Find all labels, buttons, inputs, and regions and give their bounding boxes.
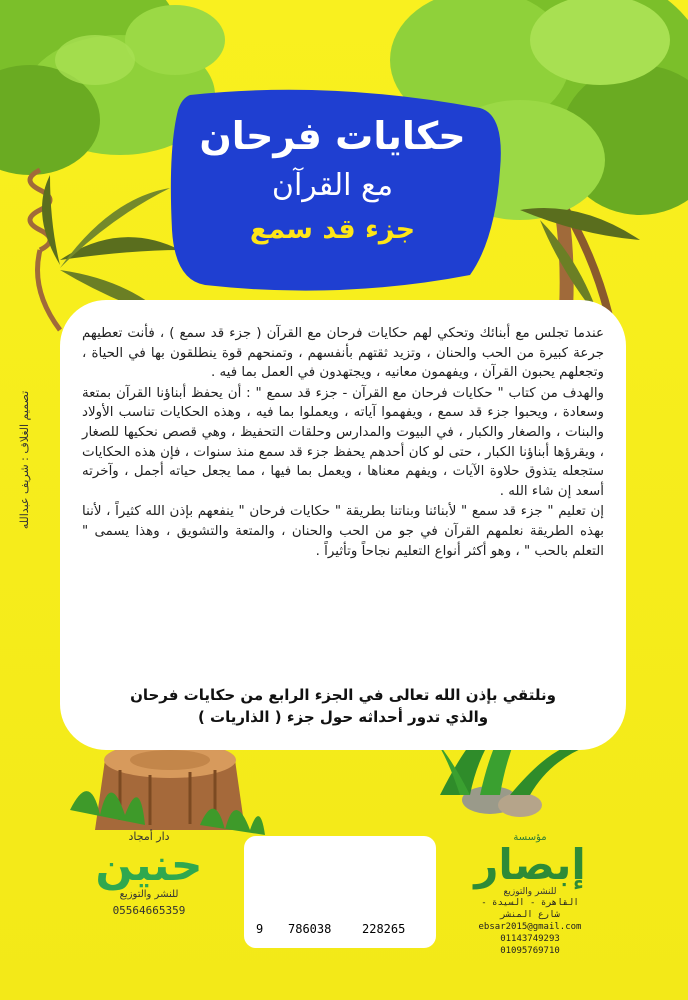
publisher-tagline: للنشر والتوزيع xyxy=(119,889,179,900)
publisher-name: حنين xyxy=(95,840,203,891)
publisher-phone: 05564665359 xyxy=(112,904,186,917)
publisher-prefix: دار أمجاد xyxy=(128,830,170,843)
title-block xyxy=(170,92,495,292)
isbn-barcode xyxy=(244,836,436,948)
left-palm xyxy=(42,175,180,320)
tree-stump xyxy=(70,742,265,835)
publisher-phone: 01143749293 xyxy=(500,934,560,944)
closing-line: والذي تدور أحداثه حول جزء ( الذاريات ) xyxy=(197,708,489,726)
isbn-digits: 786038 xyxy=(288,922,332,936)
publisher-logo-ebsar xyxy=(470,832,590,957)
publisher-tagline: للنشر والتوزيع xyxy=(503,887,557,897)
publisher-prefix: مؤسسة xyxy=(513,832,547,843)
book-subtitle: مع القرآن xyxy=(271,168,394,203)
publisher-name: إبصار xyxy=(474,840,586,889)
blurb-text xyxy=(82,324,604,562)
publisher-phone: 01095769710 xyxy=(500,946,560,956)
book-part: جزء قد سمع xyxy=(249,214,416,245)
isbn-digits: 228265 xyxy=(362,922,406,936)
book-title: حكايات فرحان xyxy=(199,114,466,158)
blurb-paragraph: إن تعليم " جزء قد سمع " لأبنائنا وبناتنا بطريقة " حكايات فرحان " ينفعهم بإذن الله كثيراً ، لأننا بهذه الطريقة نعلمهم القرآن في جو من الحب والحنان ، والمتعة والتشويق ، وهذا يسمى " التعلم بالحب " ، وهو أكثر أنواع التعليم نجاحاً وتأثيراً . xyxy=(82,504,604,559)
blurb-paragraph: عندما تجلس مع أبنائك وتحكي لهم حكايات فرحان مع القرآن ( جزء قد سمع ) ، فأنت تعطيهم جرعة كبيرة من الحب والحنان ، وتزيد ثقتهم بأنفسهم ، وتمنحهم قوة ينطلقون بها في الحياة ، وتجعلهم يحبون القرآن ، ويفهمون معانيه ، ويجتهدون في العمل بما فيه . xyxy=(82,326,604,381)
publisher-address: القاهرة - السيدة - شارع المنشر xyxy=(481,898,579,920)
publisher-email: ebsar2015@gmail.com xyxy=(478,922,582,932)
closing-note xyxy=(82,684,604,728)
isbn-digit: 9 xyxy=(256,922,264,936)
closing-line: ونلتقي بإذن الله تعالى في الجزء الرابع من حكايات فرحان xyxy=(130,686,556,704)
blurb-paragraph: والهدف من كتاب " حكايات فرحان مع القرآن - جزء قد سمع " : أن يحفظ أبناؤنا القرآن بمتعة وسعادة ، ويحبوا جزء قد سمع ، ويفهموا آياته ، ويعملوا بما فيه ، وهذه الحكايات تناسب الأولاد والبنات ، والصغار والكبار ، في البيوت والمدارس وحلقات التحفيظ ، وهي قصص نحكيها للصغار ، ويقرؤها أبناؤنا الكبار ، حتى لو كان أحدهم يحفظ جزء قد سمع منذ سنوات ، فإن هذه الحكايات ستجعله يتذوق حلاوة الآيات ، ويفهم معناها ، ويعمل بما فيها ، مما يجعل حياته أجمل ، وآخرته أسعد إن شاء الله . xyxy=(82,385,604,499)
publisher-logo-haneen xyxy=(90,830,208,917)
designer-credit: تصميم الغلاف : شريف عبدالله xyxy=(18,390,31,530)
